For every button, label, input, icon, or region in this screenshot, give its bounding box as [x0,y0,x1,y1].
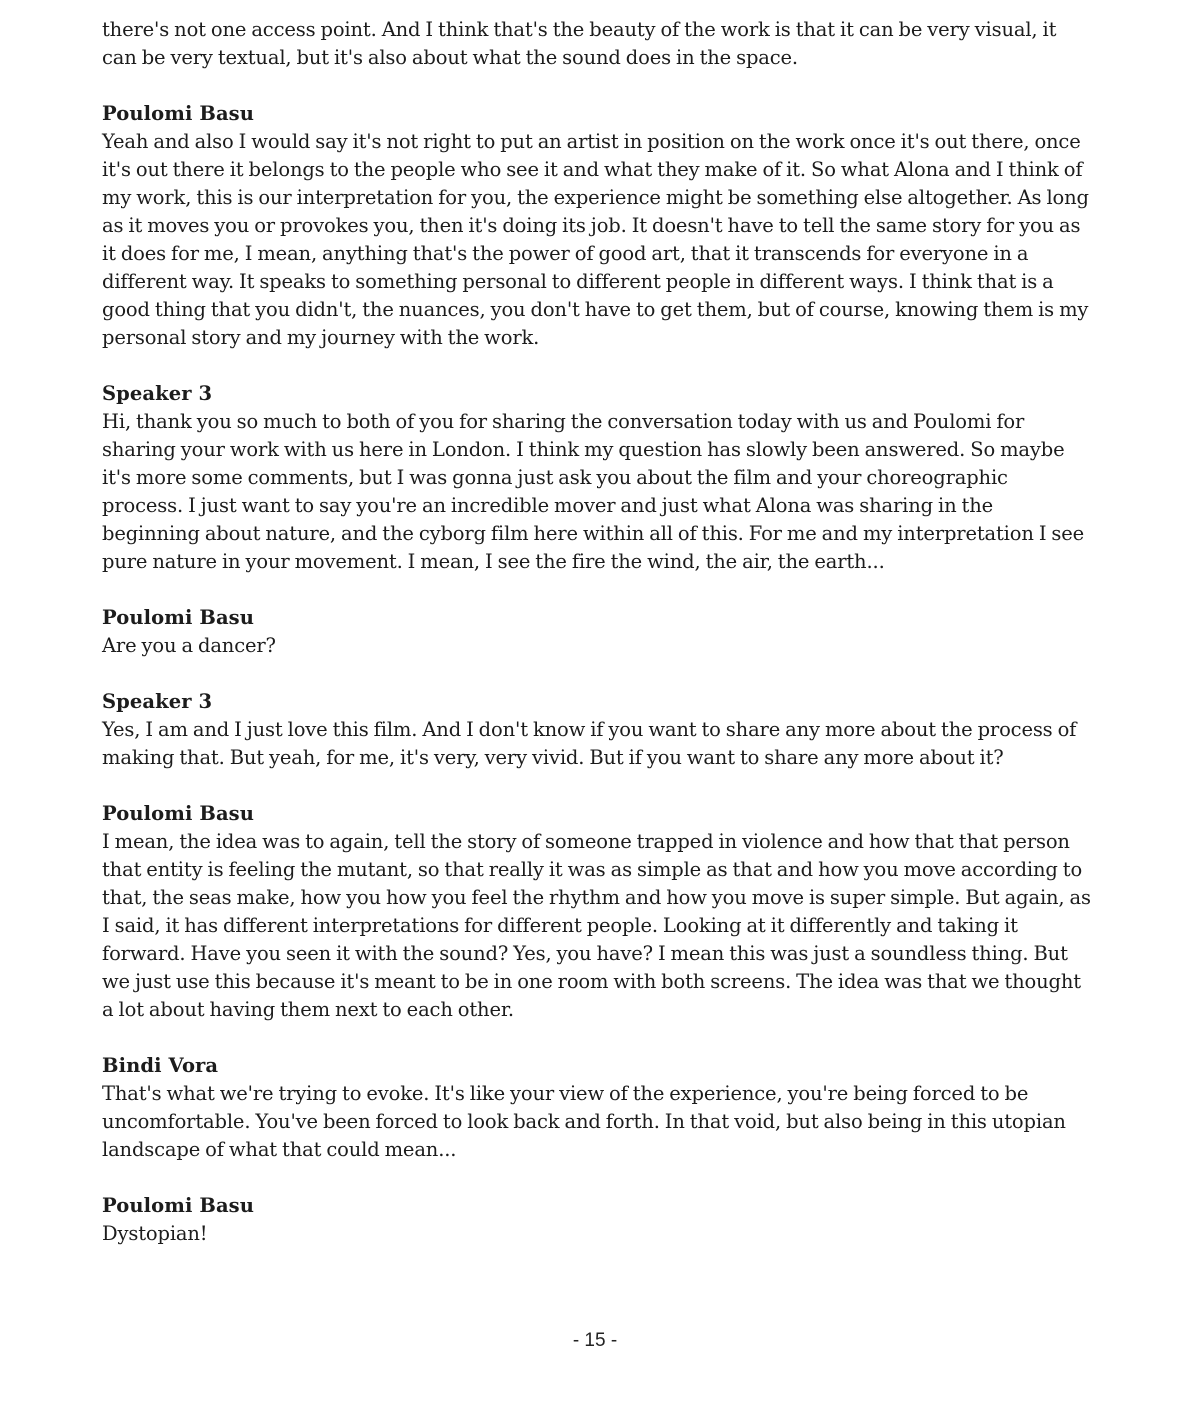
speaker-text: I mean, the idea was to again, tell the story of someone trapped in violence and how that that person that entity is feeling the mutant, so that really it was as simple as that and how you move according to that, the seas make, how you how you feel the rhythm and how you move is super simple. But again, as I said, it has different interpretations for different people. Looking at it differently and taking it forward. Have you seen it with the sound? Yes, you have? I mean this was just a soundless thing. But we just use this because it's meant to be in one room with both screens. The idea was that we thought a lot about having them next to each other. [102,830,1091,1021]
speaker-name: Poulomi Basu [102,102,255,125]
continuation-paragraph: there's not one access point. And I think that's the beauty of the work is that it can be very visual, it can be very textual, but it's also about what the sound does in the space. [102,18,1057,69]
speaker-name: Poulomi Basu [102,802,255,825]
transcript-entry [102,604,1092,660]
speaker-text: Are you a dancer? [102,634,276,657]
transcript-page [102,16,1092,1276]
speaker-text: Yeah and also I would say it's not right to put an artist in position on the work once it's out there, once it's out there it belongs to the people who see it and what they make of it. So what Alona and I think of my work, this is our interpretation for you, the experience might be something else altogether. As long as it moves you or provokes you, then it's doing its job. It doesn't have to tell the same story for you as it does for me, I mean, anything that's the power of good art, that it transcends for everyone in a different way. It speaks to something personal to different people in different ways. I think that is a good thing that you didn't, the nuances, you don't have to get them, but of course, knowing them is my personal story and my journey with the work. [102,130,1089,349]
speaker-text: Yes, I am and I just love this film. And I don't know if you want to share any more about the process of making that. But yeah, for me, it's very, very vivid. But if you want to share any more about it? [102,718,1077,769]
speaker-name: Speaker 3 [102,690,213,713]
speaker-text: Dystopian! [102,1222,208,1245]
transcript-entry [102,100,1092,352]
transcript-entry [102,688,1092,772]
speaker-text: Hi, thank you so much to both of you for sharing the conversation today with us and Poulomi for sharing your work with us here in London. I think my question has slowly been answered. So maybe it's more some comments, but I was gonna just ask you about the film and your choreographic process. I just want to say you're an incredible mover and just what Alona was sharing in the beginning about nature, and the cyborg film here within all of this. For me and my interpretation I see pure nature in your movement. I mean, I see the fire the wind, the air, the earth... [102,410,1085,573]
transcript-entry [102,380,1092,576]
page-number: - 15 - [572,1330,618,1351]
speaker-text: That's what we're trying to evoke. It's like your view of the experience, you're being forced to be uncomfortable. You've been forced to look back and forth. In that void, but also being in this utopian landscape of what that could mean... [102,1082,1066,1161]
speaker-name: Poulomi Basu [102,1194,255,1217]
speaker-name: Bindi Vora [102,1054,219,1077]
transcript-entry [102,1192,1092,1248]
transcript-entry [102,1052,1092,1164]
speaker-name: Poulomi Basu [102,606,255,629]
speaker-name: Speaker 3 [102,382,213,405]
transcript-entry [102,800,1092,1024]
